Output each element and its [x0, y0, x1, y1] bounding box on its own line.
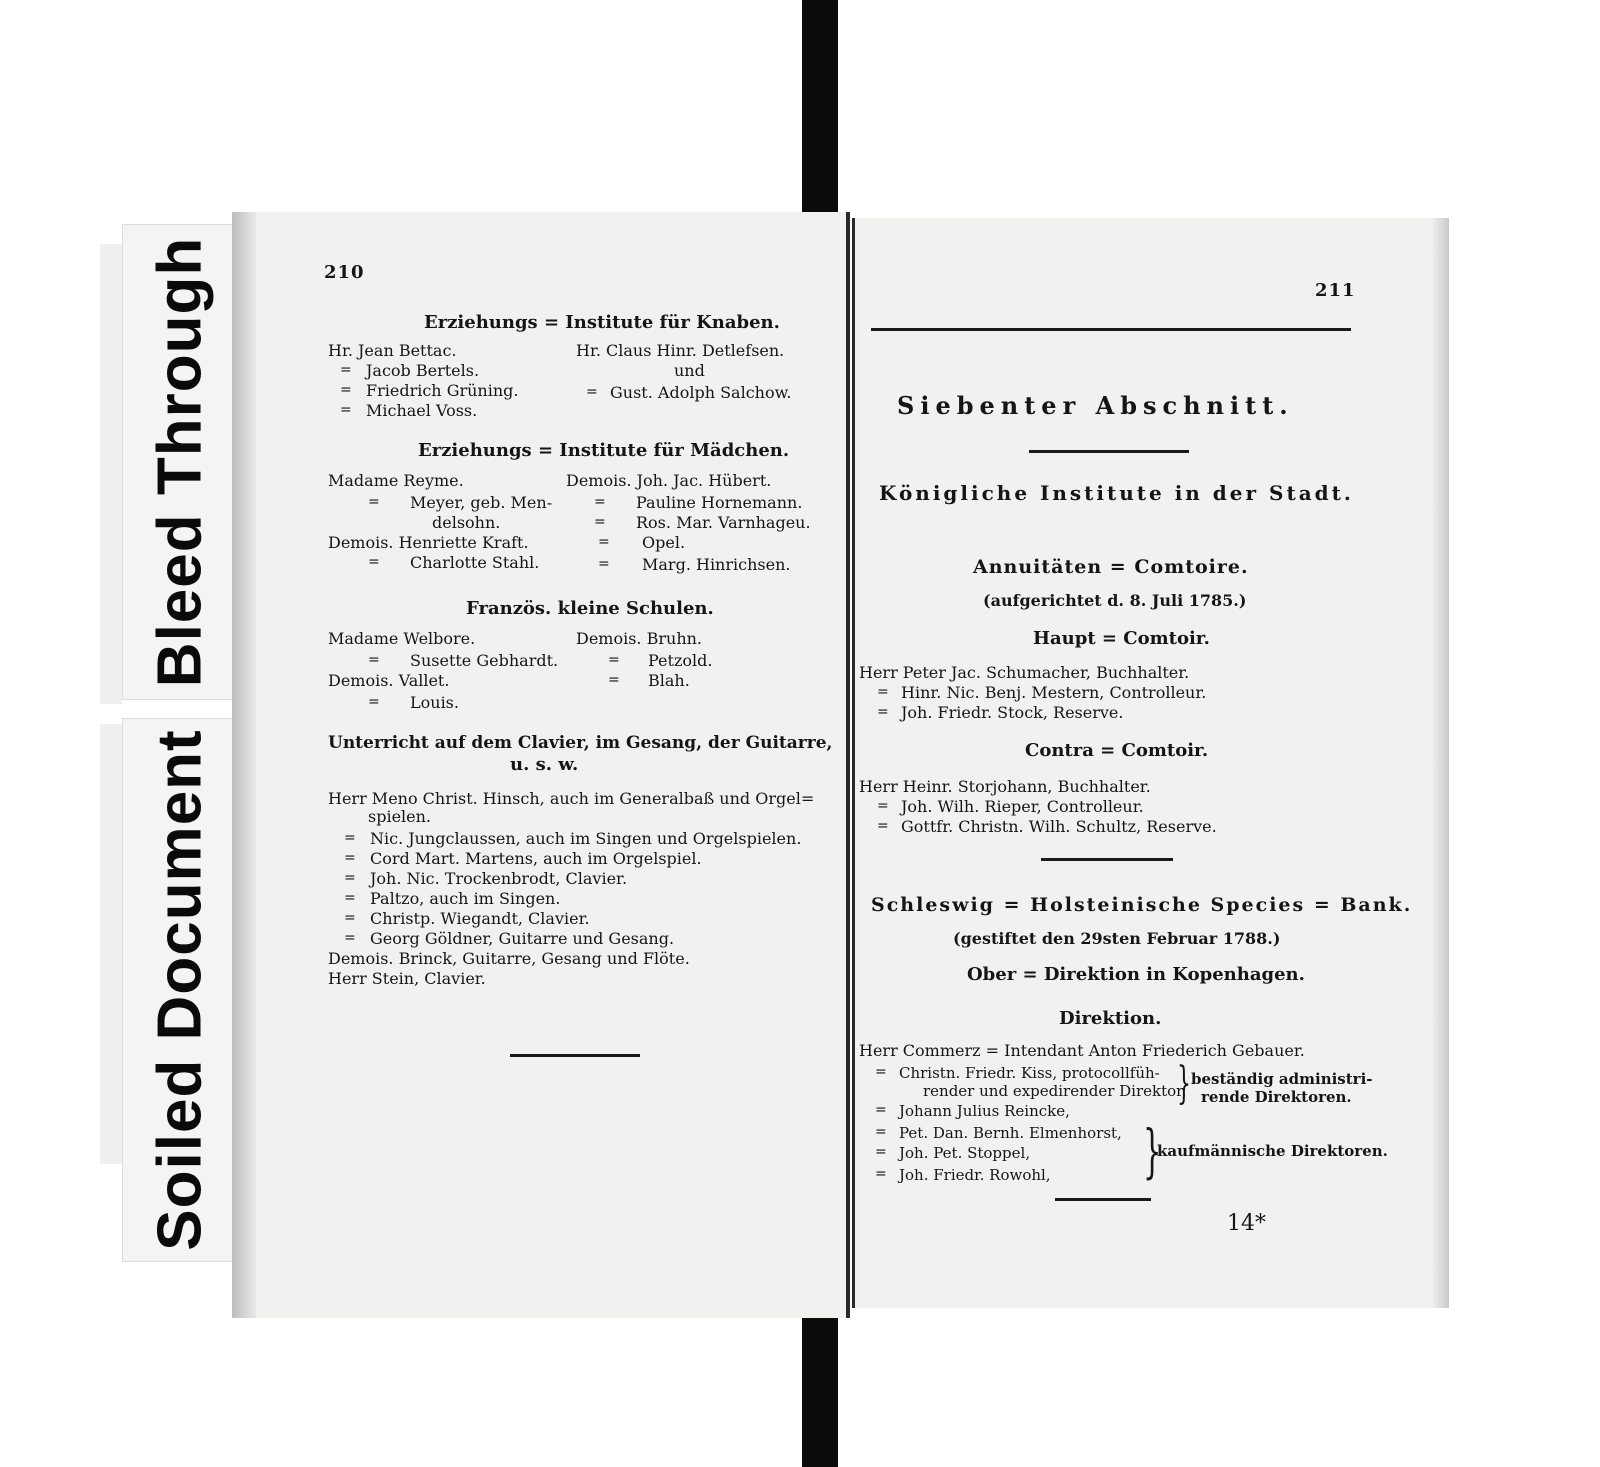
girls-entry: Demois. Henriette Kraft.	[328, 533, 529, 552]
ditto-mark: =	[340, 382, 352, 398]
ditto-mark: =	[875, 1102, 887, 1118]
left-page	[232, 212, 850, 1318]
girls-entry: Marg. Hinrichsen.	[642, 555, 791, 574]
director-note: beständig administri-	[1191, 1070, 1373, 1088]
header-rule	[871, 328, 1351, 331]
ditto-mark: =	[340, 402, 352, 418]
ditto-mark: =	[368, 694, 380, 710]
director-note: kaufmännische Direktoren.	[1157, 1142, 1388, 1160]
ditto-mark: =	[877, 818, 889, 834]
director-entry: Pet. Dan. Bernh. Elmenhorst,	[899, 1124, 1122, 1142]
director-entry: Joh. Friedr. Rowohl,	[899, 1166, 1051, 1184]
haupt-entry: Herr Peter Jac. Schumacher, Buchhalter.	[859, 663, 1190, 682]
girls-entry: delsohn.	[432, 513, 501, 532]
bank-title: Schleswig = Holsteinische Species = Bank.	[871, 894, 1413, 916]
french-entry: Demois. Bruhn.	[576, 629, 703, 648]
girls-entry: Demois. Joh. Jac. Hübert.	[566, 471, 772, 490]
ditto-mark: =	[877, 704, 889, 720]
condition-label	[100, 224, 236, 1260]
ober-direktion: Ober = Direktion in Kopenhagen.	[967, 964, 1305, 985]
french-entry: Blah.	[648, 671, 690, 690]
ditto-mark: =	[368, 554, 380, 570]
ditto-mark: =	[877, 798, 889, 814]
boys-entry: Jacob Bertels.	[366, 361, 480, 380]
french-entry: Madame Welbore.	[328, 629, 476, 648]
annuity-title: Annuitäten = Comtoire.	[973, 556, 1249, 578]
music-entry: Herr Stein, Clavier.	[328, 969, 486, 988]
french-entry: Louis.	[410, 693, 459, 712]
ditto-mark: =	[344, 850, 356, 866]
music-entry: Cord Mart. Martens, auch im Orgelspiel.	[370, 849, 702, 868]
director-entry: Johann Julius Reincke,	[899, 1102, 1070, 1120]
ditto-mark: =	[875, 1166, 887, 1182]
heading-girls: Erziehungs = Institute für Mädchen.	[418, 440, 790, 461]
french-entry: Petzold.	[648, 651, 713, 670]
music-entry: Herr Meno Christ. Hinsch, auch im Generalbaß und Orgel=	[328, 789, 815, 808]
heading-french-schools: Französ. kleine Schulen.	[466, 598, 714, 619]
ditto-mark: =	[340, 362, 352, 378]
direktion-heading: Direktion.	[1059, 1008, 1162, 1029]
ditto-mark: =	[594, 494, 606, 510]
label-text: Bleed Through	[145, 236, 215, 688]
spine-tape-top	[802, 0, 838, 220]
girls-entry: Pauline Hornemann.	[636, 493, 803, 512]
heading-music-cont: u. s. w.	[510, 754, 579, 775]
girls-entry: Madame Reyme.	[328, 471, 464, 490]
haupt-heading: Haupt = Comtoir.	[1033, 628, 1210, 649]
french-entry: Susette Gebhardt.	[410, 651, 559, 670]
music-entry: Paltzo, auch im Singen.	[370, 889, 561, 908]
boys-entry: Hr. Jean Bettac.	[328, 341, 457, 360]
direktion-head: Herr Commerz = Intendant Anton Friederich Gebauer.	[859, 1041, 1305, 1060]
heading-music: Unterricht auf dem Clavier, im Gesang, der Guitarre,	[328, 733, 833, 753]
girls-entry: Ros. Mar. Varnhageu.	[636, 513, 811, 532]
section-title: Siebenter Abschnitt.	[897, 391, 1294, 420]
music-entry: spielen.	[368, 807, 432, 826]
girls-entry: Charlotte Stahl.	[410, 553, 540, 572]
music-entry: Nic. Jungclaussen, auch im Singen und Orgelspielen.	[370, 829, 802, 848]
brace: }	[1143, 1117, 1162, 1185]
haupt-entry: Joh. Friedr. Stock, Reserve.	[901, 703, 1124, 722]
ditto-mark: =	[608, 672, 620, 688]
heading-boys: Erziehungs = Institute für Knaben.	[424, 312, 780, 333]
haupt-entry: Hinr. Nic. Benj. Mestern, Controlleur.	[901, 683, 1207, 702]
page-number: 211	[1315, 280, 1356, 301]
subsection-title: Königliche Institute in der Stadt.	[879, 481, 1354, 505]
ditto-mark: =	[344, 890, 356, 906]
ditto-mark: =	[877, 684, 889, 700]
french-entry: Demois. Vallet.	[328, 671, 450, 690]
boys-entry: Friedrich Grüning.	[366, 381, 519, 400]
director-entry: Christn. Friedr. Kiss, protocollfüh-	[899, 1064, 1160, 1082]
music-entry: Joh. Nic. Trockenbrodt, Clavier.	[370, 869, 628, 888]
director-note: rende Direktoren.	[1201, 1088, 1352, 1106]
girls-entry: Opel.	[642, 533, 686, 552]
ditto-mark: =	[875, 1124, 887, 1140]
page-number: 210	[324, 262, 365, 283]
contra-entry: Joh. Wilh. Rieper, Controlleur.	[901, 797, 1144, 816]
boys-entry: Michael Voss.	[366, 401, 478, 420]
music-entry: Demois. Brinck, Guitarre, Gesang und Flöte.	[328, 949, 690, 968]
label-text: Soiled Document	[145, 729, 215, 1251]
girls-entry: Meyer, geb. Men-	[410, 493, 553, 512]
label-bleed-through	[122, 224, 238, 700]
ditto-mark: =	[368, 652, 380, 668]
contra-heading: Contra = Comtoir.	[1025, 740, 1209, 761]
music-entry: Georg Göldner, Guitarre und Gesang.	[370, 929, 675, 948]
boys-entry: Gust. Adolph Salchow.	[610, 383, 792, 402]
ditto-mark: =	[875, 1064, 887, 1080]
boys-entry: Hr. Claus Hinr. Detlefsen.	[576, 341, 785, 360]
divider-rule	[1041, 858, 1173, 861]
ditto-mark: =	[344, 910, 356, 926]
label-soiled-document	[122, 718, 238, 1262]
ditto-mark: =	[344, 830, 356, 846]
end-rule	[510, 1054, 640, 1057]
contra-entry: Herr Heinr. Storjohann, Buchhalter.	[859, 777, 1151, 796]
signature-mark: 14*	[1227, 1211, 1266, 1236]
annuity-date: (aufgerichtet d. 8. Juli 1785.)	[983, 591, 1247, 610]
director-entry: Joh. Pet. Stoppel,	[899, 1144, 1031, 1162]
ditto-mark: =	[875, 1144, 887, 1160]
ditto-mark: =	[344, 930, 356, 946]
contra-entry: Gottfr. Christn. Wilh. Schultz, Reserve.	[901, 817, 1217, 836]
ditto-mark: =	[598, 534, 610, 550]
ditto-mark: =	[586, 384, 598, 400]
label-shadow	[100, 244, 122, 704]
conjunction: und	[674, 361, 705, 380]
spine-tape-bottom	[802, 1306, 838, 1467]
ditto-mark: =	[598, 556, 610, 572]
bank-date: (gestiftet den 29sten Februar 1788.)	[953, 929, 1281, 948]
director-entry: render und expedirender Direktor,	[923, 1082, 1187, 1100]
ditto-mark: =	[344, 870, 356, 886]
end-rule	[1055, 1198, 1151, 1201]
ditto-mark: =	[608, 652, 620, 668]
label-shadow	[100, 724, 122, 1164]
section-rule	[1029, 450, 1189, 453]
brace: }	[1177, 1058, 1191, 1109]
ditto-mark: =	[368, 494, 380, 510]
music-entry: Christp. Wiegandt, Clavier.	[370, 909, 590, 928]
ditto-mark: =	[594, 514, 606, 530]
right-page	[852, 218, 1449, 1308]
